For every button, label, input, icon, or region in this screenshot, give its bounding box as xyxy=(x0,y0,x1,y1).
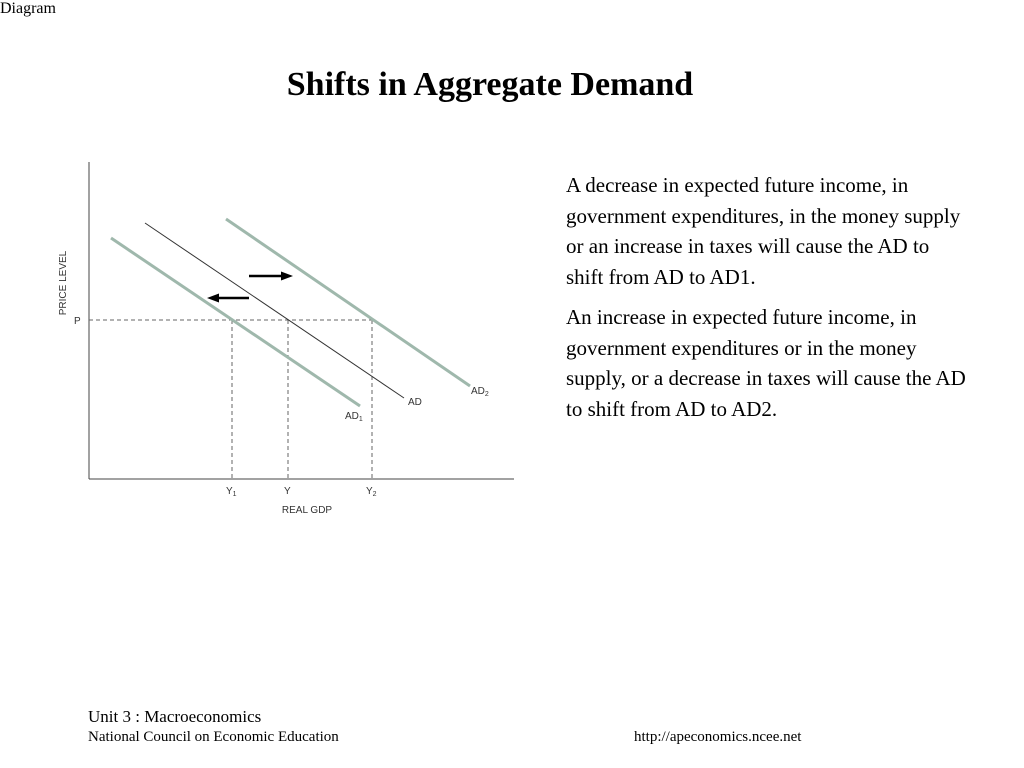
curve-label-ad2: $AD_2$ xyxy=(471,386,489,398)
increase-explanation: An increase in expected future income, in government expenditures or in the money supply, or a decrease in taxes will cause the AD to shift from AD to AD2. xyxy=(566,305,966,421)
decrease-explanation: A decrease in expected future income, in government expenditures, in the money supply or an increase in taxes will cause the AD to shift from AD to AD1. xyxy=(566,173,961,289)
ad-curve xyxy=(145,223,404,398)
price-level-label: P xyxy=(74,316,81,327)
tick-label-y: Y xyxy=(284,486,291,497)
curve-label-ad1: $AD_1$ xyxy=(345,411,363,423)
footer-left xyxy=(88,707,339,747)
shift-right-arrow xyxy=(249,272,293,281)
explanation-text xyxy=(566,170,966,434)
footer-organization: National Council on Economic Education xyxy=(88,729,339,745)
ad1-curve xyxy=(111,238,360,406)
footer-url: http://apeconomics.ncee.net xyxy=(634,729,802,745)
tick-label-y1: $Y_1$ xyxy=(226,486,237,498)
tick-label-y2: $Y_2$ xyxy=(366,486,377,498)
footer-unit: Unit 3 : Macroeconomics xyxy=(88,707,262,726)
shift-left-arrow xyxy=(207,294,249,303)
curve-label-ad: AD xyxy=(408,397,422,408)
y-axis-label: PRICE LEVEL xyxy=(58,250,69,316)
x-axis-label: REAL GDP xyxy=(281,505,333,516)
slide-title: Shifts in Aggregate Demand xyxy=(286,66,694,103)
